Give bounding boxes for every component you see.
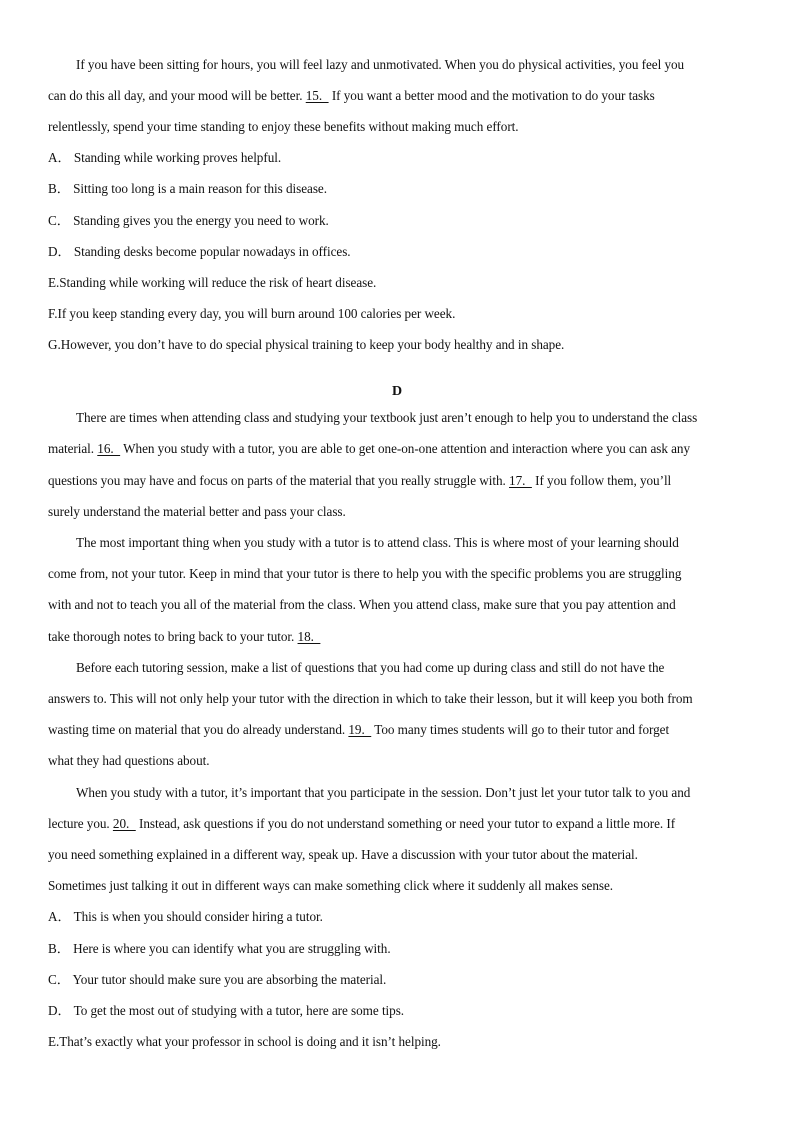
blank-18: 18. bbox=[297, 629, 321, 644]
c-option-d: D． Standing desks become popular nowadays in offices. bbox=[48, 244, 351, 259]
d-p2-line-4: take thorough notes to bring back to your tutor. 18. bbox=[48, 629, 321, 644]
d-option-d: D． To get the most out of studying with a tutor, here are some tips. bbox=[48, 1003, 405, 1018]
d-p1-line-1: There are times when attending class and studying your textbook just aren’t enough to help you to understand the class bbox=[76, 410, 698, 425]
c-paragraph-line-2: can do this all day, and your mood will be better. 15. If you want a better mood and the motivation to do your tasks bbox=[48, 88, 655, 103]
d-p1-line-3: questions you may have and focus on parts of the material that you really struggle with. 17. If you follow them, you’ll bbox=[48, 473, 672, 488]
c-option-b: B． Sitting too long is a main reason for this disease. bbox=[48, 181, 327, 196]
blank-20: 20. bbox=[112, 816, 136, 831]
section-d-heading: D bbox=[391, 384, 403, 399]
c-option-f: F.If you keep standing every day, you will burn around 100 calories per week. bbox=[48, 306, 456, 321]
d-p2-line-3: with and not to teach you all of the material from the class. When you attend class, make sure that you pay attention and bbox=[48, 597, 676, 612]
d-p4-line-4: Sometimes just talking it out in different ways can make something click where it suddenly all makes sense. bbox=[48, 878, 614, 893]
c-option-e: E.Standing while working will reduce the risk of heart disease. bbox=[48, 275, 377, 290]
blank-17: 17. bbox=[509, 473, 532, 488]
blank-16: 16. bbox=[97, 441, 121, 456]
d-p2-line-2: come from, not your tutor. Keep in mind that your tutor is there to help you with the specific problems you are struggling bbox=[48, 566, 682, 581]
d-option-c: C． Your tutor should make sure you are absorbing the material. bbox=[48, 972, 387, 987]
d-p4-line-1: When you study with a tutor, it’s important that you participate in the session. Don’t just let your tutor talk to you and bbox=[76, 785, 691, 800]
d-p1-line-4: surely understand the material better and pass your class. bbox=[48, 504, 346, 519]
d-p3-line-4: what they had questions about. bbox=[48, 753, 210, 768]
c-option-a: A． Standing while working proves helpful. bbox=[48, 150, 282, 165]
c-option-g: G.However, you don’t have to do special physical training to keep your body healthy and in shape. bbox=[48, 337, 565, 352]
c-paragraph-line-1: If you have been sitting for hours, you will feel lazy and unmotivated. When you do physical activities, you feel you bbox=[76, 57, 685, 72]
d-option-a: A． This is when you should consider hiring a tutor. bbox=[48, 909, 323, 924]
d-p2-line-1: The most important thing when you study with a tutor is to attend class. This is where most of your learning should bbox=[76, 535, 679, 550]
d-p4-line-3: you need something explained in a different way, speak up. Have a discussion with your tutor about the material. bbox=[48, 847, 638, 862]
d-option-e: E.That’s exactly what your professor in school is doing and it isn’t helping. bbox=[48, 1034, 441, 1049]
c-option-c: C． Standing gives you the energy you need to work. bbox=[48, 213, 329, 228]
c-paragraph-line-3: relentlessly, spend your time standing to enjoy these benefits without making much effort. bbox=[48, 119, 519, 134]
blank-15: 15. bbox=[305, 88, 329, 103]
d-p3-line-2: answers to. This will not only help your tutor with the direction in which to take their lesson, but it will keep you both from bbox=[48, 691, 693, 706]
d-p3-line-1: Before each tutoring session, make a list of questions that you had come up during class and still do not have the bbox=[76, 660, 665, 675]
d-p1-line-2: material. 16. When you study with a tutor, you are able to get one-on-one attention and interaction where you can ask any bbox=[48, 441, 691, 456]
d-p4-line-2: lecture you. 20. Instead, ask questions if you do not understand something or need your tutor to expand a little more. If bbox=[48, 816, 676, 831]
d-option-b: B． Here is where you can identify what you are struggling with. bbox=[48, 941, 391, 956]
d-p3-line-3: wasting time on material that you do already understand. 19. Too many times students will go to their tutor and forget bbox=[48, 722, 670, 737]
blank-19: 19. bbox=[348, 722, 372, 737]
